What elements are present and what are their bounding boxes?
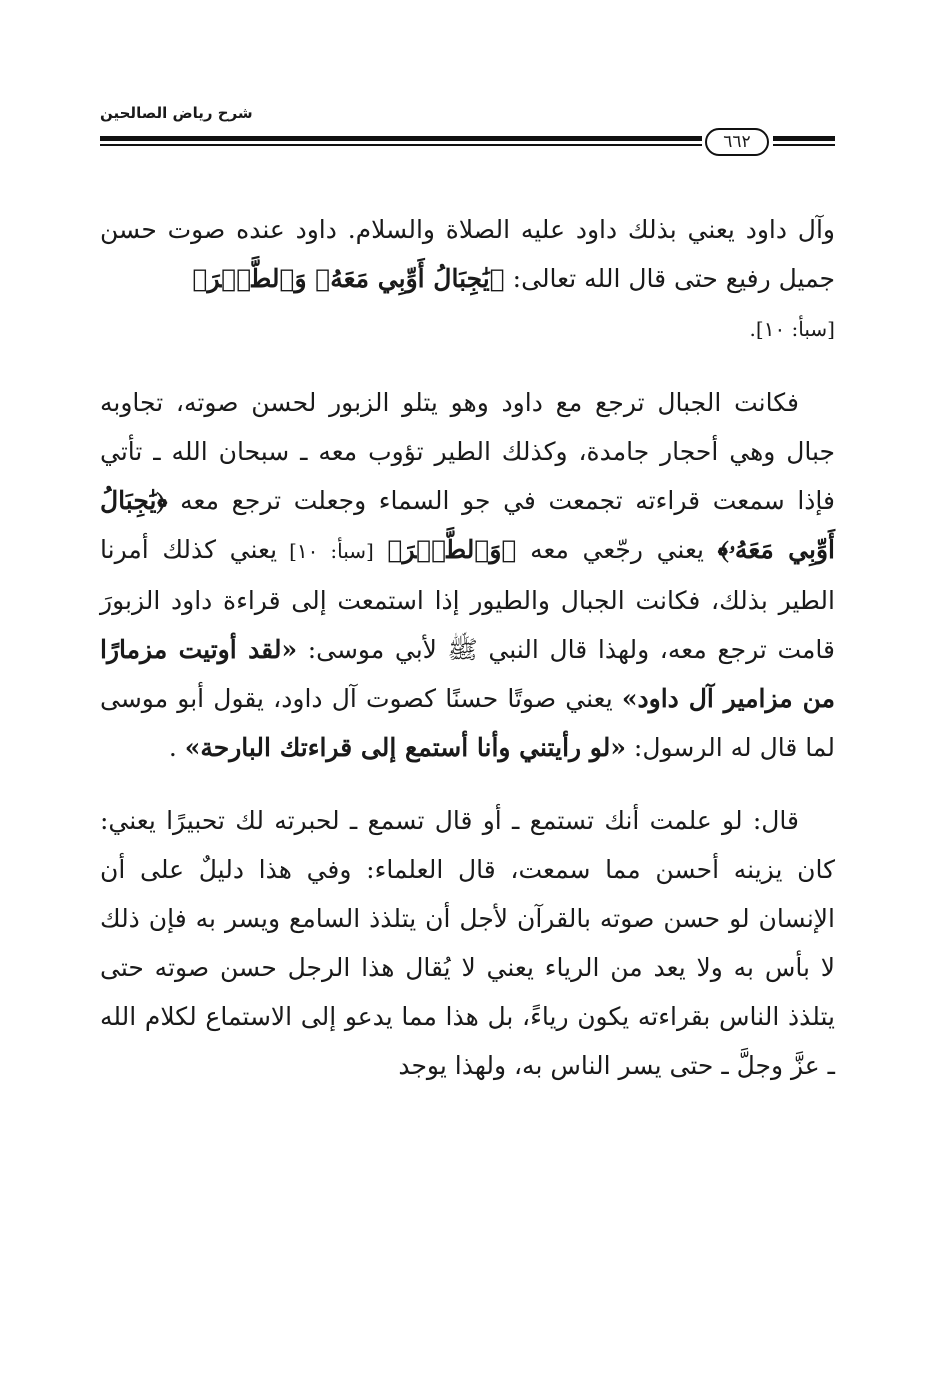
paragraph-1: [100, 205, 835, 354]
paragraph-3: [100, 796, 835, 1090]
body-text: [100, 205, 835, 1114]
page-header: [100, 100, 835, 170]
paragraph-2: [100, 378, 835, 772]
paragraph-2-text-4: يعني صوتًا حسنًا كصوت آل داود، يقول أبو موسى لما قال له الرسول:: [100, 684, 835, 762]
hadith-quote: «لقد أوتيت مزمارًا من مزامير آل داود»: [100, 635, 836, 713]
quran-verse: ﴿وَٱلطَّيۡرَ﴾: [387, 535, 517, 564]
paragraph-1-text: وآل داود يعني بذلك داود عليه الصلاة والسلام. داود عنده صوت حسن جميل رفيع حتى قال الله تعالى:: [100, 215, 835, 293]
verse-reference: [سبأ: ١٠].: [749, 317, 835, 341]
verse-reference: [سبأ: ١٠]: [277, 539, 374, 563]
paragraph-2-text-3: يعني كذلك أمرنا الطير بذلك، فكانت الجبال والطيور إذا استمعت إلى قراءة داود الزبورَ قامت ترجع معه، ولهذا قال النبي ﷺ لأبي موسى:: [100, 535, 835, 664]
header-rule-right: [773, 136, 835, 148]
paragraph-2-text-2: يعني رجّعي معه: [516, 535, 704, 564]
paragraph-3-text: قال: لو علمت أنك تستمع ـ أو قال تسمع ـ لحبرته لك تحبيرًا يعني: كان يزينه أحسن مما سمعت، قال العلماء: وفي هذا دليلٌ على أن الإنسان لو حسن صوته بالقرآن لأجل أن يتلذذ السامع ويسر به فإن ذلك لا بأس به ولا يعد من الرياء يعني لا يُقال هذا الرجل حسن صوته حتى يتلذذ الناس بقراءته يكون رياءً، بل هذا مما يدعو إلى الاستماع لكلام الله ـ عزَّ وجلَّ ـ حتى يسر الناس به، ولهذا يوجد: [100, 806, 835, 1080]
paragraph-2-text-1: فكانت الجبال ترجع مع داود وهو يتلو الزبور لحسن صوته، تجاوبه جبال وهي أحجار جامدة، وكذلك الطير تؤوب معه ـ سبحان الله ـ تأتي فإذا سمعت قراءته تجمعت في جو السماء وجعلت ترجع معه: [100, 388, 835, 515]
quran-verse: ﴿يَٰجِبَالُ أَوِّبِي مَعَهُۥ وَٱلطَّيۡرَ﴾: [192, 264, 505, 293]
header-rule-left: [100, 136, 702, 148]
paragraph-2-text-5: .: [168, 733, 177, 762]
page-number: ٦٦٢: [705, 128, 769, 156]
hadith-quote: «لو رأيتني وأنا أستمع إلى قراءتك البارحة»: [184, 733, 626, 762]
book-title: شرح رياض الصالحين: [100, 104, 253, 122]
quran-verse: ﴿يَٰجِبَالُ أَوِّبِي مَعَهُۥ﴾: [100, 486, 835, 564]
